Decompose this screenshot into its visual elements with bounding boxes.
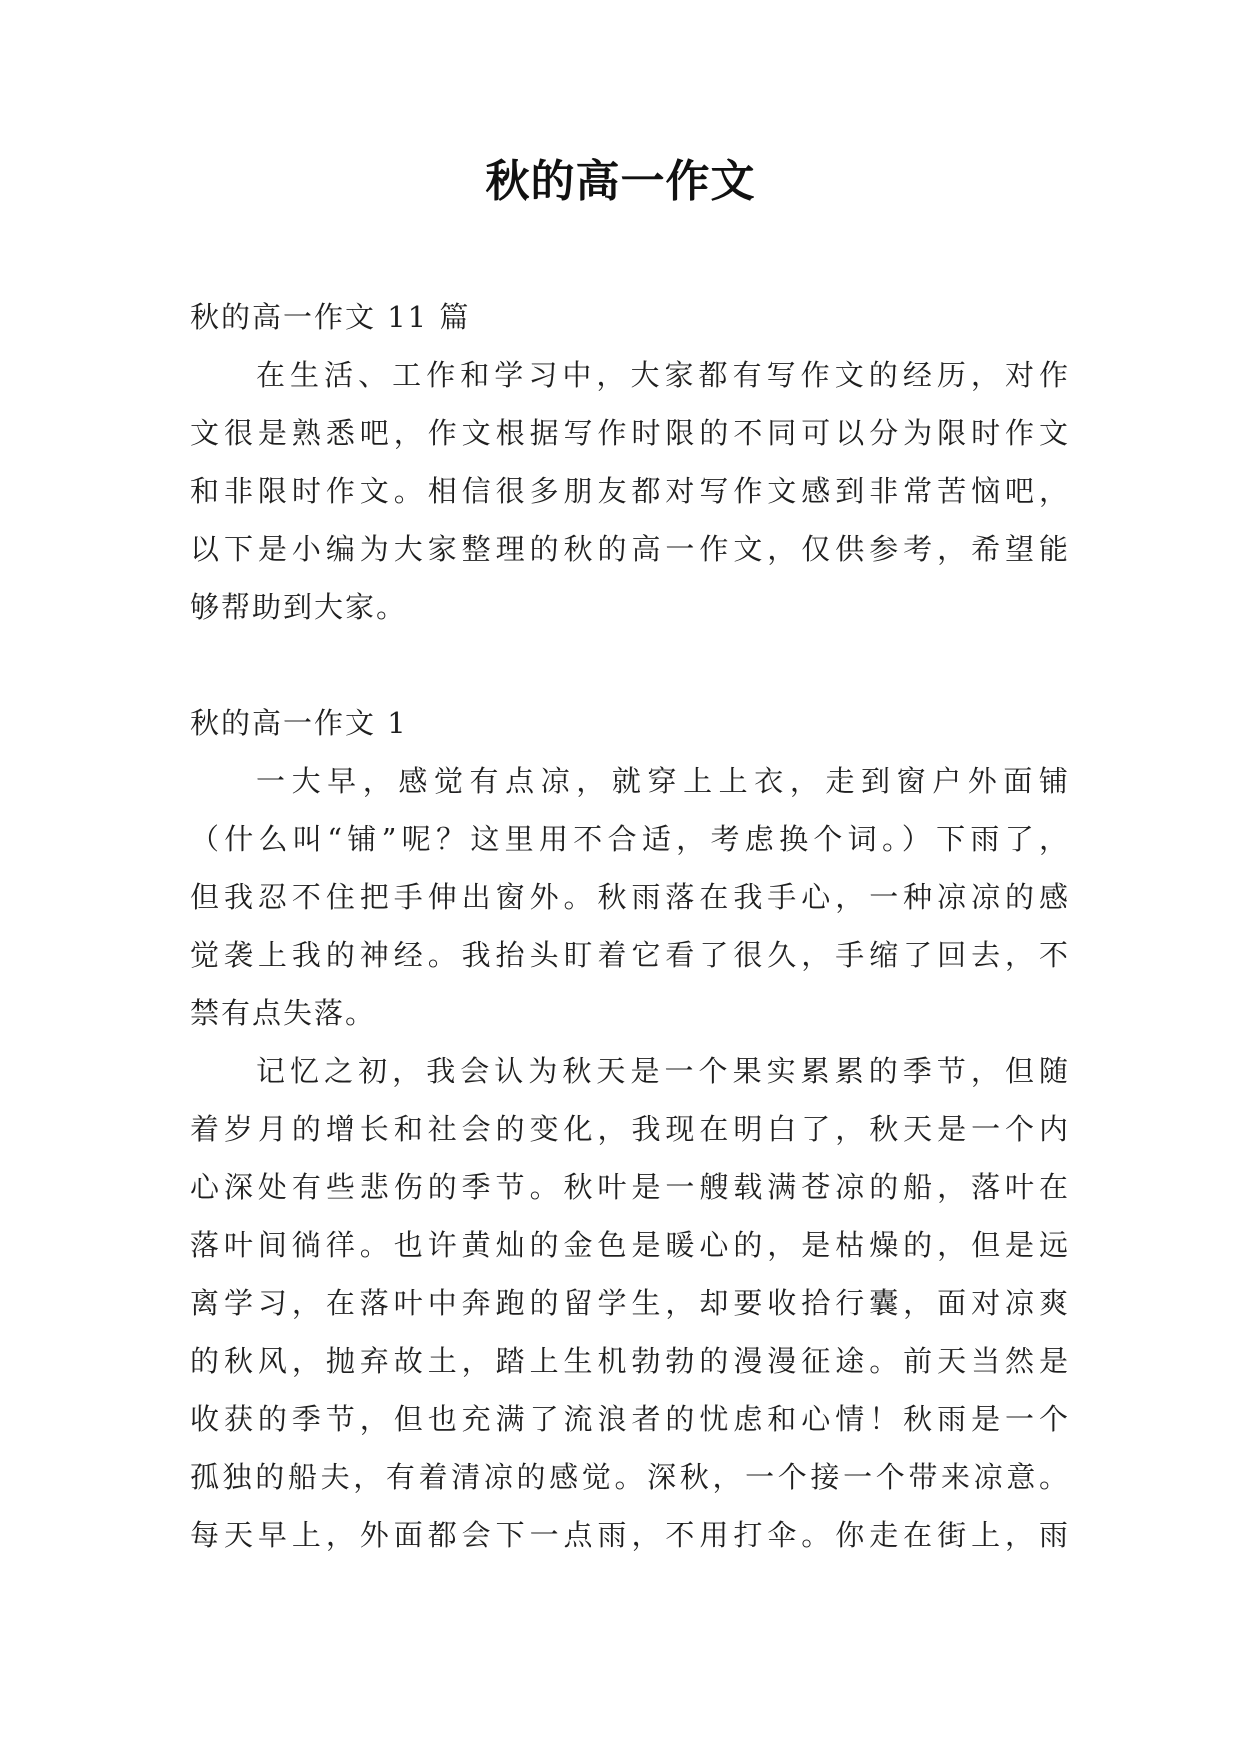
intro-line: 文很是熟悉吧，作文根据写作时限的不同可以分为限时作文 [190,416,1070,450]
paragraph-2 [190,1042,1070,1564]
paragraph-line: 收获的季节，但也充满了流浪者的忧虑和心情！秋雨是一个 [190,1402,1070,1436]
intro-line: 在生活、工作和学习中，大家都有写作文的经历，对作 [256,358,1070,392]
paragraph-line: 每天早上，外面都会下一点雨，不用打伞。你走在街上，雨 [190,1518,1070,1552]
intro-line: 和非限时作文。相信很多朋友都对写作文感到非常苦恼吧， [190,474,1070,508]
paragraph-line: 觉袭上我的神经。我抬头盯着它看了很久，手缩了回去，不 [190,938,1070,972]
intro-line: 以下是小编为大家整理的秋的高一作文，仅供参考，希望能 [190,532,1070,566]
document-title: 秋的高一作文 [485,156,756,207]
paragraph-line: 着岁月的增长和社会的变化，我现在明白了，秋天是一个内 [190,1112,1070,1146]
paragraph-line: 一大早，感觉有点凉，就穿上上衣，走到窗户外面铺 [256,764,1070,798]
paragraph-line: 心深处有些悲伤的季节。秋叶是一艘载满苍凉的船，落叶在 [190,1170,1070,1204]
paragraph-line: 但我忍不住把手伸出窗外。秋雨落在我手心，一种凉凉的感 [190,880,1070,914]
intro-paragraph [190,346,1070,636]
paragraph-1 [190,752,1070,1042]
subtitle: 秋的高一作文 11 篇 [190,300,471,334]
intro-line: 够帮助到大家。 [190,590,408,624]
paragraph-line: 离学习，在落叶中奔跑的留学生，却要收拾行囊，面对凉爽 [190,1286,1070,1320]
paragraph-line: 孤独的船夫，有着清凉的感觉。深秋，一个接一个带来凉意。 [190,1460,1070,1494]
paragraph-line: 记忆之初，我会认为秋天是一个果实累累的季节，但随 [256,1054,1070,1088]
paragraph-line: 禁有点失落。 [190,996,377,1030]
document-body [190,288,1070,1564]
section-heading: 秋的高一作文 1 [190,706,408,740]
section-gap [190,636,1070,694]
paragraph-line: （什么叫“铺”呢？这里用不合适，考虑换个词。）下雨了， [190,822,1070,856]
paragraph-line: 落叶间徜徉。也许黄灿的金色是暖心的，是枯燥的，但是远 [190,1228,1070,1262]
paragraph-line: 的秋风，抛弃故土，踏上生机勃勃的漫漫征途。前天当然是 [190,1344,1070,1378]
